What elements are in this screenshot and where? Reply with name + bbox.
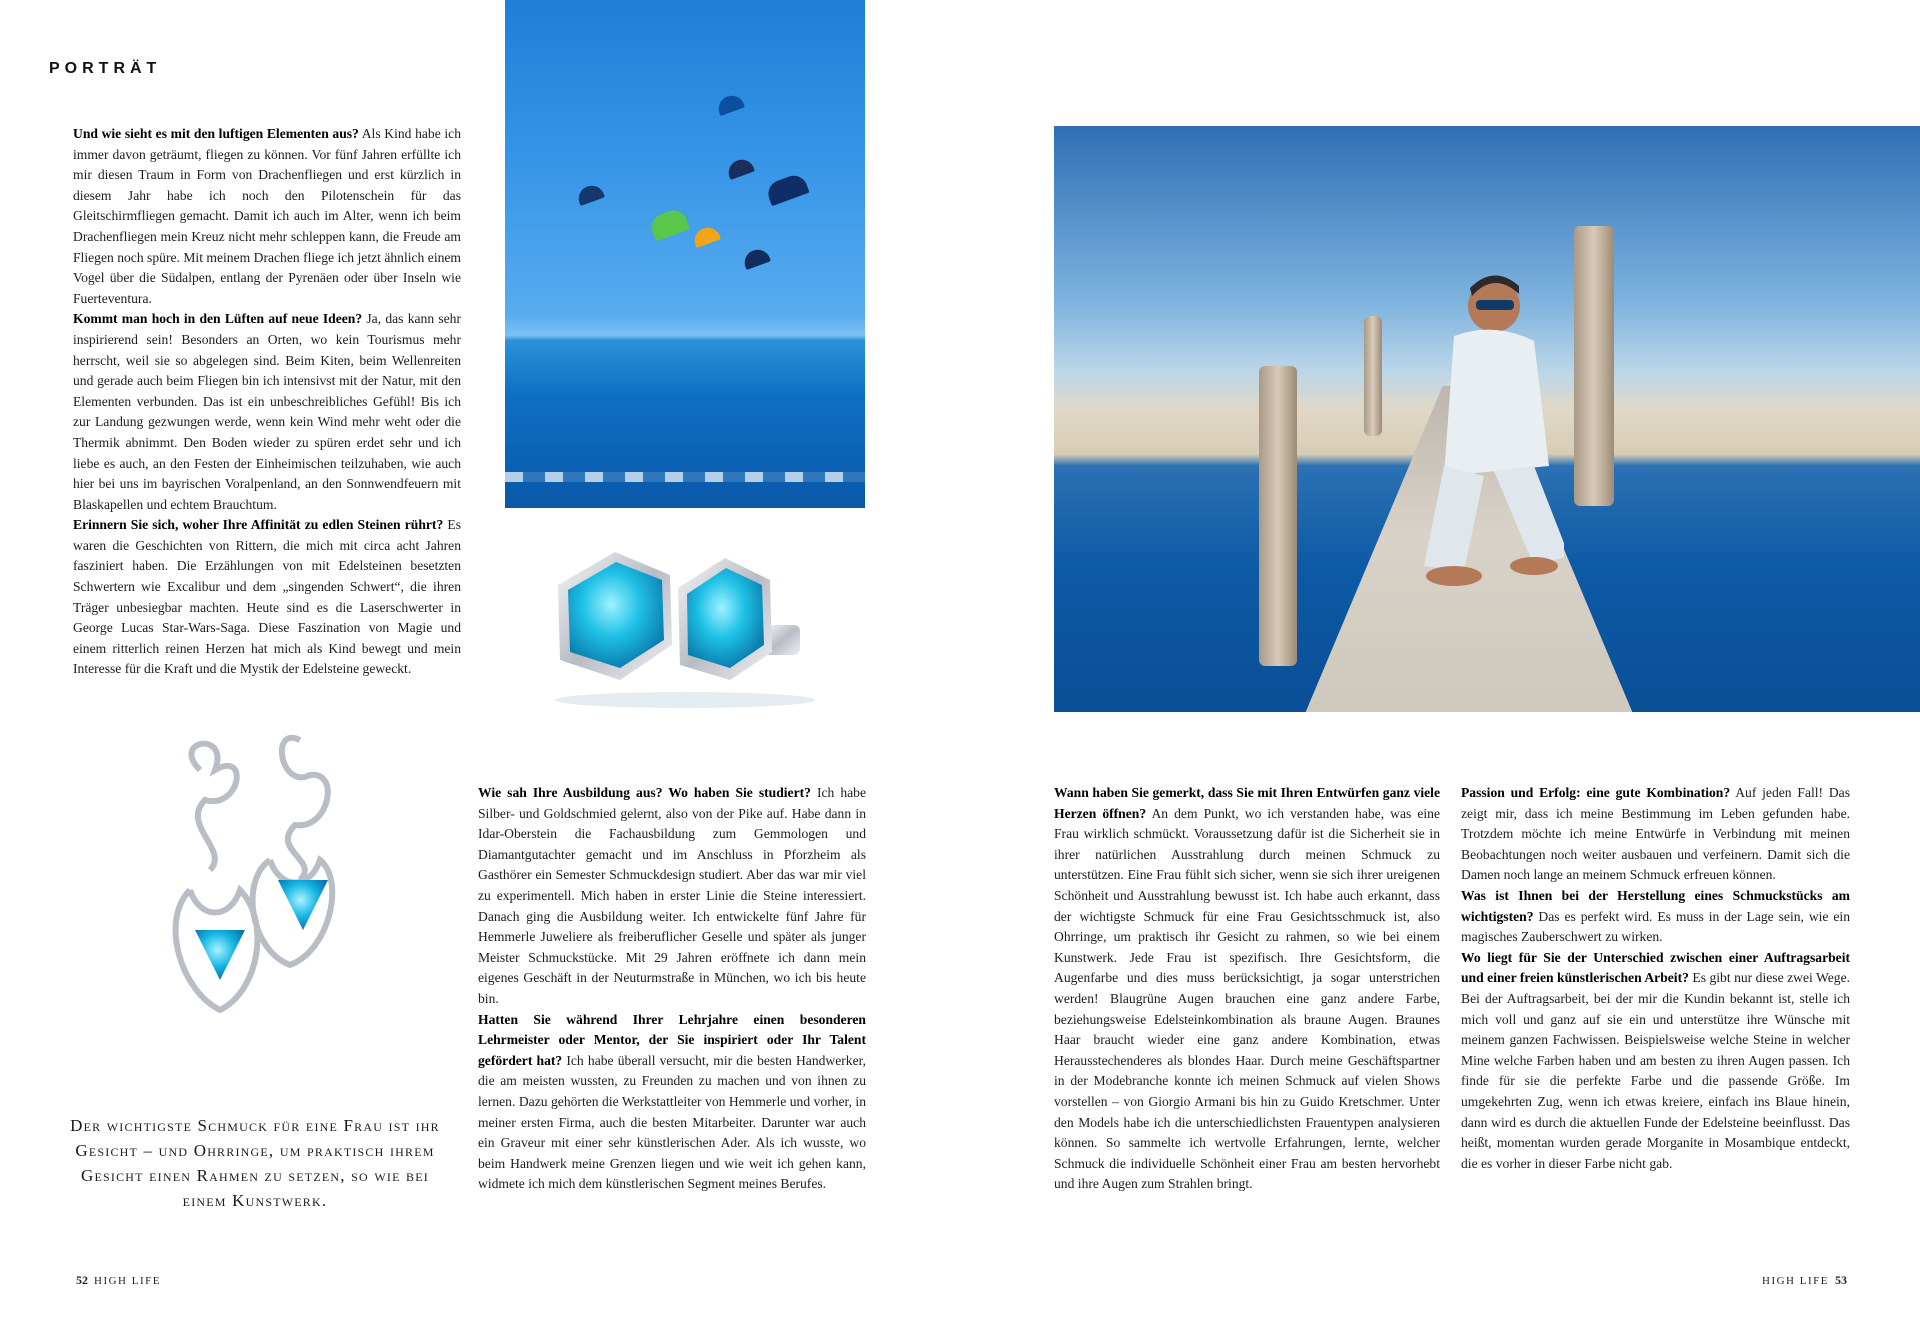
answer-text: Ich habe überall versucht, mir die besten Handwerker, die am meisten wussten, zu Freunden zu machen und von ihnen zu lernen. Dazu gehörten die Werkstattleiter von Hemmerle und vorher, in meiner ersten Firma, auch die besten Mitarbeiter. Darunter war auch ein Graveur mit einer sehr künstlerischen Ader. Als ich wusste, wo beim Handwerk meine Grenzen liegen und wie weit ich gehen kann, widmete ich mich dem künstlerischen Segment meines Berufes.	[478, 1052, 866, 1192]
center-column-text	[478, 783, 866, 1195]
qa-paragraph	[73, 515, 461, 680]
answer-text: An dem Punkt, wo ich verstanden habe, was eine Frau wirklich schmückt. Voraussetzung dafür ist die Sicherheit sie in ihrer natürlichen Ausstrahlung durch meinen Schmuck zu unterstützen. Eine Frau fühlt sich sicher, wenn sie sich ihrer ureigenen Schönheit und Ausstrahlung bewusst ist. Ich habe auch erkannt, dass der wichtigste Schmuck für eine Frau Gesichtsschmuck ist, also Ohrringe, um praktisch ihr Gesicht zu rahmen, so wie bei einem Kunstwerk. Jede Frau ist spezifisch. Ihre Gesichtsform, die Augenfarbe und dies muss berücksichtigt, ja sogar unterstrichen werden! Blaugrüne Augen brauchen eine ganz andere Farbe, beziehungsweise Edelsteinkombination als braune Augen. Braunes Haar braucht wieder eine ganz andere Kombination, etwas Herausstechenderes als blondes Haar. Durch meine Geschäftspartner in der Modebranche konnte ich meinen Schmuck auf vielen Shows vorstellen – von Giorgio Armani bis hin zu Guido Kretschmer. Unter den Models habe ich die unterschiedlichsten Frauentypen analysieren können. So sammelte ich wertvolle Erfahrungen, lernte, welcher Schmuck die individuelle Schönheit einer Frau am besten hervorhebt und ihre Augen zum Strahlen bringt.	[1054, 805, 1440, 1192]
folio-right	[1762, 1273, 1853, 1288]
cufflinks-photo	[540, 540, 830, 715]
question-text: Wo liegt für Sie der Unterschied zwischen einer Auftragsarbeit und einer freien künstlerischen Arbeit?	[1461, 949, 1850, 986]
section-label: PORTRÄT	[49, 60, 162, 77]
qa-paragraph	[478, 1010, 866, 1195]
right-column-b-text	[1461, 783, 1850, 1174]
pier-portrait-photo	[1054, 126, 1920, 712]
question-text: Passion und Erfolg: eine gute Kombination?	[1461, 785, 1731, 800]
question-text: Wie sah Ihre Ausbildung aus? Wo haben Sie studiert?	[478, 785, 811, 800]
magazine-title-right: HIGH LIFE	[1762, 1275, 1829, 1287]
qa-paragraph	[1461, 948, 1850, 1175]
qa-paragraph	[1461, 783, 1850, 886]
qa-paragraph	[1461, 886, 1850, 948]
answer-text: Es gibt nur diese zwei Wege. Bei der Auftragsarbeit, bei der mir die Kundin bekannt ist, stelle ich mich voll und ganz auf sie ein und unterstütze ihre Wünsche mit meinem ganzen Fachwissen. Beispielsweise welche Steine in welcher Mine welche Farben haben und am besten zu ihren Augen passen. Ich finde für sie die perfekte Farbe und die passende Größe. Im umgekehrten Zug, wenn ich etwas kreiere, einfach ins Blaue hinein, dann wird es durch die aktuellen Funde der Edelsteine beeinflusst. Das heißt, momentan wurden gerade Morganite in Mosambique entdeckt, die es vorher in dieser Farbe nicht gab.	[1461, 970, 1850, 1171]
answer-text: Auf jeden Fall! Das zeigt mir, dass ich meine Bestimmung im Leben gefunden habe. Trotzdem möchte ich meine Entwürfe in Verbindung mit meinen Beobachtungen noch weiter ausbauen und verfeinern. Damit sich die Damen noch lange an meinem Schmuck erfreuen können.	[1461, 785, 1850, 883]
right-column-a-text	[1054, 783, 1440, 1195]
left-column-text	[73, 124, 461, 680]
question-text: Und wie sieht es mit den luftigen Elementen aus?	[73, 126, 359, 141]
answer-text: Das es perfekt wird. Es muss in der Lage sein, wie ein magisches Zauberschwert zu wirken.	[1461, 908, 1850, 945]
qa-paragraph	[478, 783, 866, 1010]
question-text: Wann haben Sie gemerkt, dass Sie mit Ihren Entwürfen ganz viele Herzen öffnen?	[1054, 785, 1440, 821]
earrings-photo	[160, 730, 360, 1090]
answer-text: Ich habe Silber- und Goldschmied gelernt, also von der Pike auf. Habe dann in Idar-Oberstein die Fachausbildung zum Gemmologen und Diamantgutachter gemacht und im Anschluss in Pforzheim als Gasthörer ein Semester Schmuckdesign studiert. Aber das war mir viel zu experimentell. Mich haben in erster Linie die Steine interessiert. Danach ging die Ausbildung weiter. Ich entwickelte fünf Jahre für Hemmerle Juweliere als freiberuflicher Geselle und später als junger Meister Schmuckstücke. Mit 29 Jahren eröffnete ich dann mein eigenes Geschäft in der Neuturmstraße in München, wo ich bis heute bin.	[478, 785, 866, 1006]
question-text: Erinnern Sie sich, woher Ihre Affinität zu edlen Steinen rührt?	[73, 517, 444, 533]
kitesurfing-photo	[505, 0, 865, 508]
page-number-right: 53	[1834, 1273, 1847, 1287]
pull-quote: Der wichtigste Schmuck für eine Frau ist ihr Gesicht – und Ohrringe, um praktisch ihrem Gesicht einen Rahmen zu setzen, so wie bei einem Kunstwerk.	[70, 1116, 440, 1210]
question-text: Kommt man hoch in den Lüften auf neue Ideen?	[73, 311, 363, 327]
answer-text: Als Kind habe ich immer davon geträumt, fliegen zu können. Vor fünf Jahren erfüllte ich mir diesen Traum in Form von Drachenfliegen und erst kürzlich in diesem Jahr habe ich noch den Pilotenschein für das Gleitschirmfliegen gemacht. Damit ich auch im Alter, wenn ich beim Drachenfliegen mein Kreuz nicht mehr schleppen kann, die Freude am Fliegen noch spüre. Mit meinem Drachen fliege ich jetzt ähnlich einem Vogel über die Südalpen, entlang der Pyrenäen oder über Inseln wie Fuerteventura.	[73, 126, 461, 306]
folio-left	[70, 1273, 161, 1288]
qa-paragraph	[1054, 783, 1440, 1195]
qa-paragraph	[73, 124, 461, 309]
qa-paragraph	[73, 309, 461, 515]
magazine-title-left: HIGH LIFE	[94, 1275, 161, 1287]
answer-text: Es waren die Geschichten von Rittern, die mich mit circa acht Jahren fasziniert haben. Die Erzählungen von mit Edelsteinen besetzten Schwertern wie Excalibur und dem „singenden Schwert“, die ihren Träger unbesiegbar machten. Heute sind es die Laserschwerter in George Lucas Star-Wars-Saga. Diese Faszination von Magie und einem ritterlich reinen Herzen hat mich als Kind bewegt und mein Interesse für die Kraft und die Mystik der Edelsteine geweckt.	[73, 517, 461, 677]
answer-text: Ja, das kann sehr inspirierend sein! Besonders an Orten, wo kein Tourismus mehr herrscht, weil sie so abgelegen sind. Beim Kiten, beim Wellenreiten und gerade auch beim Fliegen bin ich intensivst mit der Natur, mit den Elementen verbunden. Das ist ein unbeschreibliches Gefühl! Bis ich zur Landung gezwungen werde, wenn kein Wind mehr weht oder die Thermik abnimmt. Den Boden wieder zu spüren erdet sehr und ich liebe es auch, an den Festen der Einheimischen teilzuhaben, wie auch hier bei uns im bayrischen Voralpenland, an den Sonnwendfeuern mit Blaskapellen und echtem Brauchtum.	[73, 311, 461, 512]
page-number-left: 52	[76, 1273, 88, 1287]
question-text: Was ist Ihnen bei der Herstellung eines Schmuckstücks am wichtigsten?	[1461, 887, 1850, 924]
question-text: Hatten Sie während Ihrer Lehrjahre einen besonderen Lehrmeister oder Mentor, der Sie inspiriert oder Ihr Talent gefördert hat?	[478, 1011, 866, 1068]
